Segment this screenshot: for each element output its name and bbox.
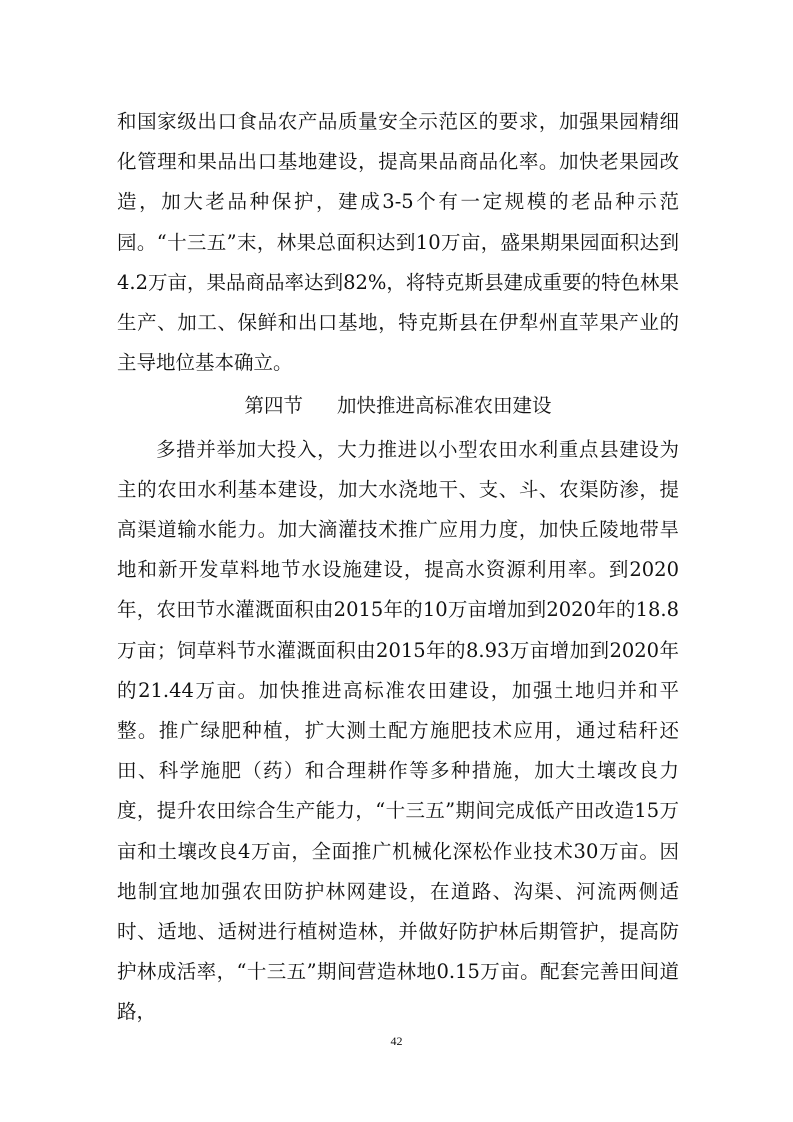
- page-content: [117, 102, 679, 1033]
- section-title: 加快推进高标准农田建设: [337, 394, 552, 418]
- page-number: 42: [390, 1034, 403, 1048]
- paragraph-continued: 和国家级出口食品农产品质量安全示范区的要求，加强果园精细化管理和果品出口基地建设，提高果品商品化率。加快老果园改造，加大老品种保护，建成3-5个有一定规模的老品种示范园。“十三五”末，林果总面积达到10万亩，盛果期果园面积达到4.2万亩，果品商品率达到82%，将特克斯县建成重要的特色林果生产、加工、保鲜和出口基地，特克斯县在伊犁州直苹果产业的主导地位基本确立。: [117, 110, 679, 375]
- section-number: 第四节: [244, 394, 303, 418]
- section-heading: [117, 383, 679, 429]
- paragraph-body: 多措并举加大投入，大力推进以小型农田水利重点县建设为主的农田水利基本建设，加大水浇地干、支、斗、农渠防渗，提高渠道输水能力。加大滴灌技术推广应用力度，加快丘陵地带旱地和新开发草料地节水设施建设，提高水资源利用率。到2020年，农田节水灌溉面积由2015年的10万亩增加到2020年的18.8万亩；饲草料节水灌溉面积由2015年的8.93万亩增加到2020年的21.44万亩。加快推进高标准农田建设，加强土地归并和平整。推广绿肥种植，扩大测土配方施肥技术应用，通过秸秆还田、科学施肥（药）和合理耕作等多种措施，加大土壤改良力度，提升农田综合生产能力，“十三五”期间完成低产田改造15万亩和土壤改良4万亩，全面推广机械化深松作业技术30万亩。因地制宜地加强农田防护林网建设，在道路、沟渠、河流两侧适时、适地、适树进行植树造林，并做好防护林后期管护，提高防护林成活率，“十三五”期间营造林地0.15万亩。配套完善田间道路，: [117, 437, 679, 1024]
